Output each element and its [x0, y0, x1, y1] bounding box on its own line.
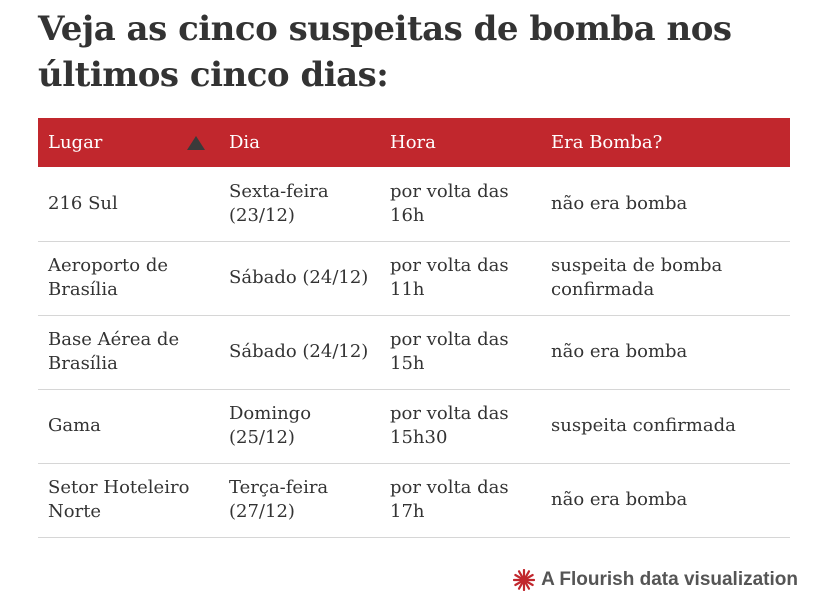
column-header-label: Hora [390, 132, 436, 153]
cell-hora: por volta das 17h [390, 477, 509, 522]
cell-lugar: Aeroporto de Brasília [48, 255, 169, 300]
cell-era-bomba: suspeita confirmada [551, 415, 736, 436]
cell-dia: Terça-feira (27/12) [229, 477, 329, 522]
flourish-attribution-link[interactable] [513, 569, 798, 591]
column-header-hora[interactable] [380, 118, 541, 167]
cell-hora: por volta das 11h [390, 255, 509, 300]
cell-dia: Domingo (25/12) [229, 403, 312, 448]
data-table [38, 118, 790, 538]
cell-era-bomba: não era bomba [551, 192, 688, 214]
cell-hora: por volta das 15h30 [390, 403, 509, 448]
table-row [38, 241, 790, 315]
cell-lugar: 216 Sul [48, 192, 118, 214]
flourish-attribution-text: A Flourish data visualization [541, 569, 798, 590]
cell-lugar: Setor Hoteleiro Norte [48, 477, 190, 522]
column-header-label: Dia [229, 132, 260, 153]
table-row [38, 463, 790, 537]
cell-era-bomba: não era bomba [551, 341, 688, 362]
table-row [38, 315, 790, 389]
cell-era-bomba: não era bomba [551, 489, 688, 510]
cell-lugar: Base Aérea de Brasília [48, 329, 180, 374]
data-table-container [38, 118, 790, 538]
column-header-era-bomba[interactable] [541, 118, 790, 167]
cell-dia: Sábado (24/12) [229, 341, 369, 362]
cell-hora: por volta das 16h [390, 180, 509, 226]
table-header [38, 118, 790, 167]
cell-lugar: Gama [48, 415, 101, 436]
cell-era-bomba: suspeita de bomba confirmada [551, 255, 723, 300]
column-header-label: Lugar [48, 132, 103, 153]
flourish-logo-icon [513, 569, 535, 591]
table-row [38, 389, 790, 463]
cell-hora: por volta das 15h [390, 329, 509, 374]
table-row [38, 167, 790, 241]
column-header-dia[interactable] [219, 118, 380, 167]
header-row [38, 118, 790, 167]
chart-title: Veja as cinco suspeitas de bomba nos últimos cinco dias: [38, 9, 732, 95]
sort-ascending-icon[interactable] [187, 136, 205, 150]
column-header-label: Era Bomba? [551, 132, 663, 153]
cell-dia: Sexta-feira (23/12) [229, 180, 329, 226]
cell-dia: Sábado (24/12) [229, 267, 369, 288]
table-body [38, 167, 790, 537]
column-header-lugar[interactable] [38, 118, 219, 167]
